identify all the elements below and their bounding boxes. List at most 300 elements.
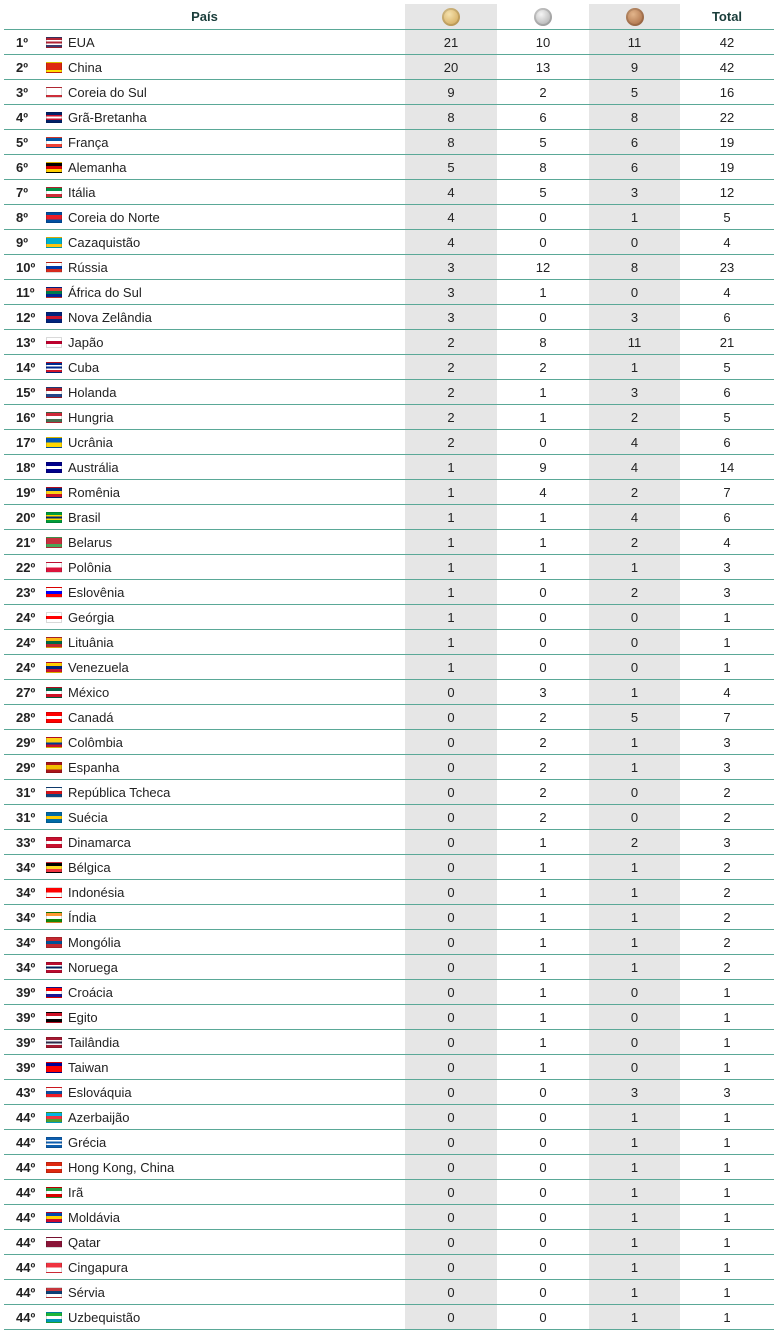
flag-icon xyxy=(46,1137,62,1148)
bronze-count: 1 xyxy=(589,1205,680,1230)
country-name: Lituânia xyxy=(68,634,114,650)
country-name: Alemanha xyxy=(68,159,127,175)
gold-count: 0 xyxy=(405,830,497,855)
total-count: 19 xyxy=(680,155,774,180)
gold-count: 0 xyxy=(405,1280,497,1305)
total-count: 4 xyxy=(680,230,774,255)
rank-cell: 39º xyxy=(4,1005,46,1030)
table-row xyxy=(4,1130,774,1155)
total-count: 22 xyxy=(680,105,774,130)
total-count: 1 xyxy=(680,1030,774,1055)
table-row xyxy=(4,1055,774,1080)
table-row xyxy=(4,1005,774,1030)
flag-icon xyxy=(46,462,62,473)
country-name: França xyxy=(68,134,109,150)
gold-count: 2 xyxy=(405,430,497,455)
rank-cell: 34º xyxy=(4,930,46,955)
silver-count: 9 xyxy=(497,455,589,480)
rank-cell: 22º xyxy=(4,555,46,580)
country-name: Colômbia xyxy=(68,734,123,750)
country-cell xyxy=(46,405,405,430)
silver-count: 2 xyxy=(497,755,589,780)
gold-count: 0 xyxy=(405,880,497,905)
bronze-count: 0 xyxy=(589,780,680,805)
total-count: 1 xyxy=(680,655,774,680)
flag-icon xyxy=(46,337,62,348)
country-cell xyxy=(46,480,405,505)
gold-count: 0 xyxy=(405,955,497,980)
flag-icon xyxy=(46,687,62,698)
flag-icon xyxy=(46,312,62,323)
table-row xyxy=(4,280,774,305)
total-count: 1 xyxy=(680,1255,774,1280)
silver-count: 1 xyxy=(497,855,589,880)
total-count: 4 xyxy=(680,530,774,555)
country-cell xyxy=(46,1155,405,1180)
total-count: 3 xyxy=(680,580,774,605)
silver-column-header[interactable] xyxy=(497,4,589,30)
silver-count: 8 xyxy=(497,155,589,180)
gold-count: 20 xyxy=(405,55,497,80)
country-cell xyxy=(46,805,405,830)
rank-cell: 44º xyxy=(4,1180,46,1205)
country-name: Taiwan xyxy=(68,1059,109,1075)
flag-icon xyxy=(46,937,62,948)
bronze-count: 3 xyxy=(589,180,680,205)
silver-count: 2 xyxy=(497,730,589,755)
gold-count: 1 xyxy=(405,655,497,680)
silver-count: 1 xyxy=(497,980,589,1005)
rank-cell: 10º xyxy=(4,255,46,280)
country-cell xyxy=(46,830,405,855)
country-cell xyxy=(46,655,405,680)
rank-cell: 44º xyxy=(4,1205,46,1230)
country-cell xyxy=(46,530,405,555)
country-name: Grécia xyxy=(68,1134,107,1150)
gold-count: 0 xyxy=(405,855,497,880)
bronze-count: 3 xyxy=(589,380,680,405)
flag-icon xyxy=(46,562,62,573)
gold-count: 3 xyxy=(405,280,497,305)
total-count: 7 xyxy=(680,480,774,505)
flag-icon xyxy=(46,487,62,498)
country-name: Qatar xyxy=(68,1234,101,1250)
country-name: Grã-Bretanha xyxy=(68,109,147,125)
gold-count: 8 xyxy=(405,130,497,155)
silver-count: 3 xyxy=(497,680,589,705)
rank-cell: 3º xyxy=(4,80,46,105)
flag-icon xyxy=(46,387,62,398)
total-count: 1 xyxy=(680,1205,774,1230)
bronze-count: 1 xyxy=(589,905,680,930)
country-name: Azerbaijão xyxy=(68,1109,130,1125)
total-count: 2 xyxy=(680,905,774,930)
total-count: 5 xyxy=(680,405,774,430)
total-count: 6 xyxy=(680,505,774,530)
silver-count: 2 xyxy=(497,805,589,830)
silver-count: 0 xyxy=(497,1205,589,1230)
rank-cell: 4º xyxy=(4,105,46,130)
bronze-count: 0 xyxy=(589,1055,680,1080)
gold-count: 3 xyxy=(405,255,497,280)
country-name: Tailândia xyxy=(68,1034,120,1050)
gold-count: 0 xyxy=(405,705,497,730)
flag-icon xyxy=(46,1212,62,1223)
gold-count: 0 xyxy=(405,755,497,780)
bronze-count: 0 xyxy=(589,605,680,630)
bronze-count: 0 xyxy=(589,1030,680,1055)
table-row xyxy=(4,355,774,380)
country-column-header[interactable]: País xyxy=(4,4,405,30)
gold-count: 21 xyxy=(405,30,497,55)
silver-count: 1 xyxy=(497,380,589,405)
table-row xyxy=(4,1305,774,1330)
country-cell xyxy=(46,580,405,605)
country-cell xyxy=(46,755,405,780)
table-row xyxy=(4,505,774,530)
gold-count: 2 xyxy=(405,405,497,430)
rank-cell: 44º xyxy=(4,1155,46,1180)
total-column-header[interactable]: Total xyxy=(680,4,774,30)
flag-icon xyxy=(46,1187,62,1198)
country-cell xyxy=(46,855,405,880)
country-cell xyxy=(46,55,405,80)
country-name: Eslovênia xyxy=(68,584,125,600)
table-row xyxy=(4,1155,774,1180)
silver-count: 1 xyxy=(497,1055,589,1080)
country-cell xyxy=(46,505,405,530)
country-cell xyxy=(46,230,405,255)
table-row xyxy=(4,730,774,755)
rank-cell: 1º xyxy=(4,30,46,55)
bronze-count: 1 xyxy=(589,1255,680,1280)
total-count: 1 xyxy=(680,605,774,630)
rank-cell: 9º xyxy=(4,230,46,255)
table-row xyxy=(4,1180,774,1205)
bronze-count: 0 xyxy=(589,280,680,305)
bronze-count: 4 xyxy=(589,455,680,480)
gold-count: 0 xyxy=(405,805,497,830)
table-header-row xyxy=(4,4,774,30)
flag-icon xyxy=(46,37,62,48)
silver-count: 0 xyxy=(497,655,589,680)
country-cell xyxy=(46,30,405,55)
silver-count: 0 xyxy=(497,605,589,630)
rank-cell: 31º xyxy=(4,805,46,830)
table-row xyxy=(4,330,774,355)
rank-cell: 17º xyxy=(4,430,46,455)
table-row xyxy=(4,180,774,205)
country-name: Indonésia xyxy=(68,884,125,900)
table-row xyxy=(4,205,774,230)
bronze-count: 0 xyxy=(589,230,680,255)
bronze-count: 1 xyxy=(589,1180,680,1205)
flag-icon xyxy=(46,1262,62,1273)
gold-count: 0 xyxy=(405,905,497,930)
bronze-count: 4 xyxy=(589,505,680,530)
medal-table-container xyxy=(4,4,774,1330)
gold-count: 2 xyxy=(405,355,497,380)
country-cell xyxy=(46,730,405,755)
country-cell xyxy=(46,130,405,155)
flag-icon xyxy=(46,737,62,748)
silver-count: 1 xyxy=(497,930,589,955)
country-cell xyxy=(46,630,405,655)
flag-icon xyxy=(46,87,62,98)
country-name: Croácia xyxy=(68,984,113,1000)
gold-count: 0 xyxy=(405,1205,497,1230)
country-name: Ucrânia xyxy=(68,434,113,450)
silver-count: 10 xyxy=(497,30,589,55)
table-row xyxy=(4,605,774,630)
silver-count: 0 xyxy=(497,1280,589,1305)
rank-cell: 44º xyxy=(4,1230,46,1255)
country-name: Irã xyxy=(68,1184,84,1200)
rank-cell: 34º xyxy=(4,955,46,980)
table-row xyxy=(4,655,774,680)
country-name: China xyxy=(68,59,102,75)
country-name: Índia xyxy=(68,909,97,925)
gold-column-header[interactable] xyxy=(405,4,497,30)
total-count: 1 xyxy=(680,1155,774,1180)
silver-count: 0 xyxy=(497,430,589,455)
total-count: 3 xyxy=(680,555,774,580)
gold-count: 0 xyxy=(405,1055,497,1080)
medal-table xyxy=(4,4,774,1330)
country-cell xyxy=(46,980,405,1005)
bronze-count: 8 xyxy=(589,255,680,280)
total-count: 6 xyxy=(680,430,774,455)
gold-count: 2 xyxy=(405,380,497,405)
table-row xyxy=(4,680,774,705)
gold-count: 1 xyxy=(405,455,497,480)
country-name: Hungria xyxy=(68,409,114,425)
silver-count: 1 xyxy=(497,955,589,980)
table-row xyxy=(4,30,774,55)
gold-count: 0 xyxy=(405,730,497,755)
table-row xyxy=(4,905,774,930)
flag-icon xyxy=(46,912,62,923)
bronze-count: 6 xyxy=(589,155,680,180)
country-cell xyxy=(46,355,405,380)
table-row xyxy=(4,1105,774,1130)
gold-count: 0 xyxy=(405,680,497,705)
bronze-count: 1 xyxy=(589,1130,680,1155)
silver-count: 8 xyxy=(497,330,589,355)
rank-cell: 16º xyxy=(4,405,46,430)
rank-cell: 31º xyxy=(4,780,46,805)
rank-cell: 44º xyxy=(4,1130,46,1155)
bronze-count: 1 xyxy=(589,355,680,380)
rank-cell: 43º xyxy=(4,1080,46,1105)
country-name: Belarus xyxy=(68,534,113,550)
silver-count: 13 xyxy=(497,55,589,80)
flag-icon xyxy=(46,787,62,798)
table-row xyxy=(4,1080,774,1105)
country-cell xyxy=(46,1105,405,1130)
table-row xyxy=(4,305,774,330)
country-cell xyxy=(46,555,405,580)
silver-count: 0 xyxy=(497,305,589,330)
rank-cell: 6º xyxy=(4,155,46,180)
gold-count: 0 xyxy=(405,930,497,955)
table-row xyxy=(4,880,774,905)
flag-icon xyxy=(46,437,62,448)
gold-count: 4 xyxy=(405,180,497,205)
country-name: Dinamarca xyxy=(68,834,131,850)
country-name: Suécia xyxy=(68,809,108,825)
silver-count: 2 xyxy=(497,705,589,730)
rank-cell: 2º xyxy=(4,55,46,80)
table-row xyxy=(4,155,774,180)
rank-cell: 13º xyxy=(4,330,46,355)
gold-count: 1 xyxy=(405,505,497,530)
flag-icon xyxy=(46,537,62,548)
rank-cell: 27º xyxy=(4,680,46,705)
flag-icon xyxy=(46,1287,62,1298)
rank-cell: 34º xyxy=(4,855,46,880)
country-cell xyxy=(46,180,405,205)
gold-count: 0 xyxy=(405,1030,497,1055)
silver-count: 5 xyxy=(497,130,589,155)
gold-count: 3 xyxy=(405,305,497,330)
bronze-count: 1 xyxy=(589,755,680,780)
silver-count: 2 xyxy=(497,355,589,380)
gold-count: 0 xyxy=(405,1180,497,1205)
country-cell xyxy=(46,1130,405,1155)
rank-cell: 24º xyxy=(4,655,46,680)
silver-count: 1 xyxy=(497,830,589,855)
flag-icon xyxy=(46,512,62,523)
bronze-count: 1 xyxy=(589,930,680,955)
table-row xyxy=(4,455,774,480)
flag-icon xyxy=(46,362,62,373)
total-count: 2 xyxy=(680,955,774,980)
country-name: Uzbequistão xyxy=(68,1309,141,1325)
rank-cell: 28º xyxy=(4,705,46,730)
bronze-count: 2 xyxy=(589,580,680,605)
total-count: 1 xyxy=(680,1180,774,1205)
table-row xyxy=(4,430,774,455)
country-name: Rússia xyxy=(68,259,108,275)
country-name: Noruega xyxy=(68,959,118,975)
total-count: 4 xyxy=(680,680,774,705)
country-name: México xyxy=(68,684,110,700)
country-cell xyxy=(46,1280,405,1305)
country-cell xyxy=(46,205,405,230)
silver-count: 2 xyxy=(497,780,589,805)
gold-count: 0 xyxy=(405,1305,497,1330)
silver-count: 1 xyxy=(497,280,589,305)
bronze-count: 6 xyxy=(589,130,680,155)
total-count: 42 xyxy=(680,30,774,55)
country-cell xyxy=(46,380,405,405)
rank-cell: 39º xyxy=(4,980,46,1005)
table-row xyxy=(4,80,774,105)
country-cell xyxy=(46,930,405,955)
bronze-column-header[interactable] xyxy=(589,4,680,30)
gold-count: 4 xyxy=(405,205,497,230)
country-cell xyxy=(46,455,405,480)
table-row xyxy=(4,230,774,255)
table-row xyxy=(4,55,774,80)
bronze-count: 0 xyxy=(589,1005,680,1030)
gold-count: 0 xyxy=(405,780,497,805)
bronze-count: 1 xyxy=(589,880,680,905)
gold-count: 0 xyxy=(405,1155,497,1180)
silver-count: 0 xyxy=(497,230,589,255)
country-cell xyxy=(46,680,405,705)
table-row xyxy=(4,980,774,1005)
table-row xyxy=(4,105,774,130)
rank-cell: 23º xyxy=(4,580,46,605)
total-count: 1 xyxy=(680,1105,774,1130)
total-count: 1 xyxy=(680,1305,774,1330)
rank-cell: 44º xyxy=(4,1255,46,1280)
silver-count: 0 xyxy=(497,205,589,230)
silver-count: 0 xyxy=(497,1080,589,1105)
country-name: África do Sul xyxy=(68,284,142,300)
country-cell xyxy=(46,430,405,455)
silver-count: 1 xyxy=(497,405,589,430)
flag-icon xyxy=(46,612,62,623)
total-count: 5 xyxy=(680,205,774,230)
table-row xyxy=(4,1205,774,1230)
total-count: 2 xyxy=(680,880,774,905)
table-row xyxy=(4,1255,774,1280)
flag-icon xyxy=(46,287,62,298)
bronze-count: 2 xyxy=(589,480,680,505)
country-name: Geórgia xyxy=(68,609,115,625)
country-name: Japão xyxy=(68,334,104,350)
total-count: 42 xyxy=(680,55,774,80)
table-row xyxy=(4,1230,774,1255)
gold-count: 1 xyxy=(405,630,497,655)
rank-cell: 11º xyxy=(4,280,46,305)
rank-cell: 14º xyxy=(4,355,46,380)
country-name: Cuba xyxy=(68,359,100,375)
flag-icon xyxy=(46,637,62,648)
total-count: 2 xyxy=(680,855,774,880)
rank-cell: 34º xyxy=(4,905,46,930)
rank-cell: 8º xyxy=(4,205,46,230)
bronze-count: 0 xyxy=(589,630,680,655)
table-row xyxy=(4,705,774,730)
country-cell xyxy=(46,605,405,630)
bronze-count: 1 xyxy=(589,555,680,580)
country-name: Itália xyxy=(68,184,96,200)
country-cell xyxy=(46,1030,405,1055)
flag-icon xyxy=(46,187,62,198)
country-name: Austrália xyxy=(68,459,119,475)
table-row xyxy=(4,555,774,580)
country-name: Holanda xyxy=(68,384,117,400)
flag-icon xyxy=(46,862,62,873)
gold-count: 1 xyxy=(405,580,497,605)
country-cell xyxy=(46,1255,405,1280)
silver-count: 6 xyxy=(497,105,589,130)
silver-count: 0 xyxy=(497,1230,589,1255)
country-cell xyxy=(46,80,405,105)
gold-count: 9 xyxy=(405,80,497,105)
rank-cell: 34º xyxy=(4,880,46,905)
country-name: Espanha xyxy=(68,759,120,775)
table-row xyxy=(4,805,774,830)
gold-count: 0 xyxy=(405,980,497,1005)
silver-count: 1 xyxy=(497,505,589,530)
bronze-count: 1 xyxy=(589,1280,680,1305)
flag-icon xyxy=(46,1237,62,1248)
